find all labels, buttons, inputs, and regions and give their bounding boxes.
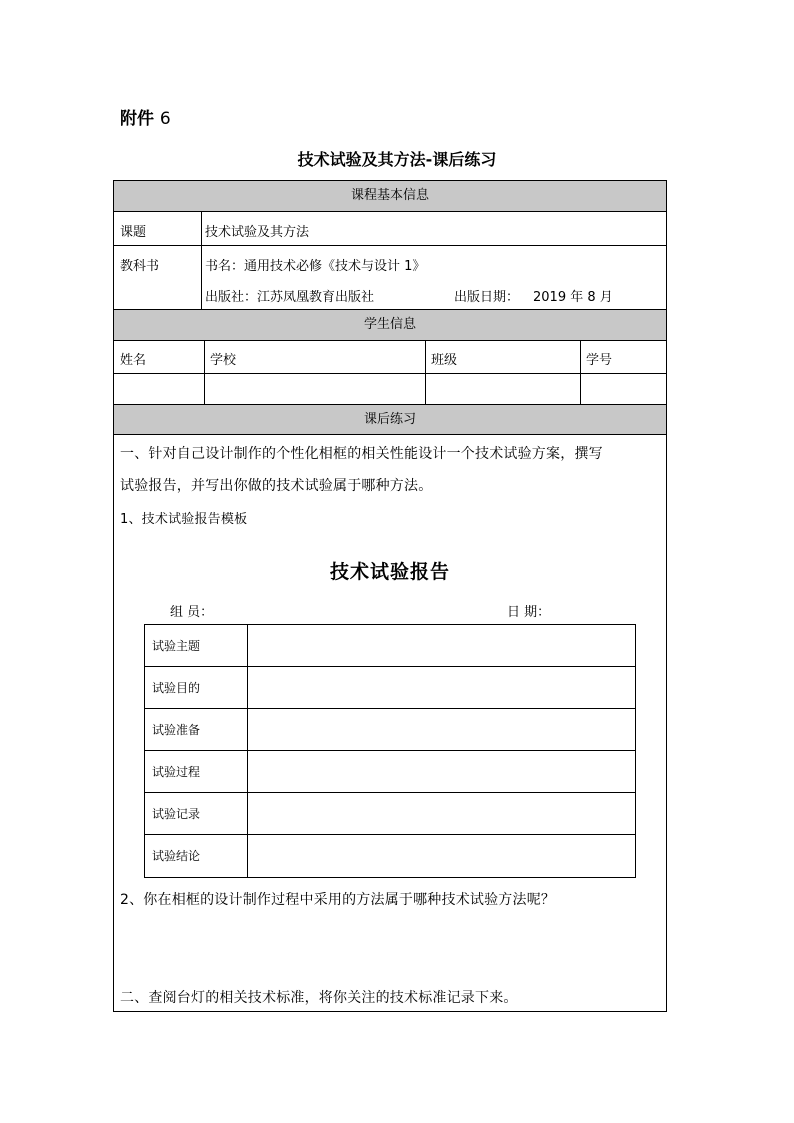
- book-name: 书名：通用技术必修《技术与设计 1》: [205, 259, 426, 274]
- publish-date-value: 2019 年 8 月: [533, 290, 613, 305]
- topic-value: 技术试验及其方法: [205, 225, 310, 240]
- attachment-number: 6: [159, 109, 171, 129]
- template-label: 1、技术试验报告模板: [120, 512, 248, 527]
- question-3: 二、查阅台灯的相关技术标准，将你关注的技术标准记录下来。: [120, 990, 518, 1006]
- row-divider: [114, 245, 666, 246]
- publish-date-label: 出版日期：: [454, 290, 520, 305]
- members-label: 组 员：: [170, 605, 214, 620]
- col-name: 姓名: [120, 353, 147, 368]
- report-col-divider: [247, 793, 248, 834]
- row-divider: [114, 373, 666, 374]
- question-2: 2、你在相框的设计制作过程中采用的方法属于哪种技术试验方法呢？: [120, 892, 556, 908]
- class-input-cell[interactable]: [427, 375, 578, 403]
- report-row-label: 试验结论: [152, 849, 201, 863]
- topic-label: 课题: [120, 225, 147, 240]
- student-info-header: 学生信息: [114, 309, 666, 341]
- report-row-label: 试验主题: [152, 639, 201, 653]
- name-input-cell[interactable]: [116, 375, 202, 403]
- report-row: [145, 709, 635, 751]
- textbook-label: 教科书: [120, 259, 160, 274]
- report-row-label: 试验目的: [152, 681, 201, 695]
- report-template-table: [144, 624, 636, 878]
- report-row-label: 试验记录: [152, 807, 201, 821]
- label-column-divider: [201, 212, 202, 309]
- course-info-header: 课程基本信息: [114, 181, 666, 212]
- report-col-divider: [247, 625, 248, 666]
- report-col-divider: [247, 835, 248, 877]
- question-1-line-2: 试验报告，并写出你做的技术试验属于哪种方法。: [120, 478, 433, 494]
- date-label: 日 期：: [507, 605, 551, 620]
- page-title: 技术试验及其方法-课后练习: [297, 150, 497, 169]
- report-row: [145, 667, 635, 709]
- report-col-divider: [247, 667, 248, 708]
- report-row-label: 试验过程: [152, 765, 201, 779]
- worksheet-table: [113, 180, 667, 1012]
- col-class: 班级: [431, 353, 458, 368]
- report-row: [145, 625, 635, 667]
- col-student-id: 学号: [586, 353, 613, 368]
- student-id-input-cell[interactable]: [582, 375, 664, 403]
- report-row: [145, 835, 635, 877]
- report-row: [145, 751, 635, 793]
- report-title: 技术试验报告: [329, 561, 450, 583]
- report-col-divider: [247, 751, 248, 792]
- attachment-text: 附件: [120, 109, 154, 129]
- school-input-cell[interactable]: [206, 375, 423, 403]
- question-1-line-1: 一、针对自己设计制作的个性化相框的相关性能设计一个技术试验方案，撰写: [120, 446, 603, 462]
- attachment-label: [120, 104, 171, 129]
- report-row: [145, 793, 635, 835]
- exercise-header: 课后练习: [114, 404, 666, 435]
- col-school: 学校: [210, 353, 237, 368]
- report-col-divider: [247, 709, 248, 750]
- publisher: 出版社：江苏凤凰教育出版社: [205, 290, 375, 305]
- report-row-label: 试验准备: [152, 723, 201, 737]
